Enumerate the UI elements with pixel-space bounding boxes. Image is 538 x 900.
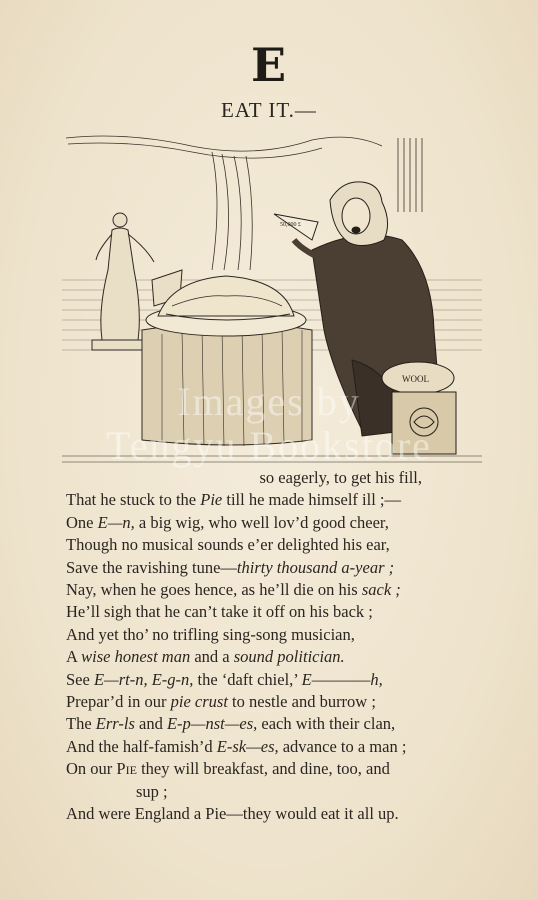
page-subtitle: EAT IT.— xyxy=(221,98,317,122)
verse-line-7: He’ll sigh that he can’t take it off on his back ; xyxy=(66,602,373,622)
verse-line-10: See E—rt-n, E-g-n, the ‘daft chiel,’ E————h, xyxy=(66,669,383,689)
verse-line-12: The Err-ls and E-p—nst—es, each with their clan, xyxy=(66,714,396,734)
verse-line-8: And yet tho’ no trifling sing-song musician, xyxy=(66,624,355,644)
note-label: 50,000 £ xyxy=(280,222,301,228)
watermark-line-2: Tengyu Bookstore xyxy=(106,423,432,468)
verse-line-15: sup ; xyxy=(136,781,168,801)
verse-line-6: Nay, when he goes hence, as he’ll die on his sack ; xyxy=(66,580,401,600)
watermark-line-1: Images by xyxy=(177,379,361,424)
verse-line-11: Prepar’d in our pie crust to nestle and burrow ; xyxy=(66,692,376,712)
verse-line-13: And the half-famish’d E-sk—es, advance to a man ; xyxy=(66,736,407,756)
verse-line-1: so eagerly, to get his fill, xyxy=(259,468,422,487)
engraving-svg xyxy=(62,130,484,470)
verse-line-2: That he stuck to the Pie till he made himself ill ;— xyxy=(66,490,401,510)
verse-line-14: On our Pie they will breakfast, and dine, too, and xyxy=(66,759,390,779)
verse-line-5: Save the ravishing tune—thirty thousand a-year ; xyxy=(66,557,395,577)
verse-block xyxy=(66,467,486,826)
verse-line-16: And were England a Pie—they would eat it all up. xyxy=(66,804,399,824)
engraving-illustration xyxy=(62,130,484,470)
verse-line-9: A wise honest man and a sound politician. xyxy=(66,647,345,667)
chapter-letter: E xyxy=(250,38,288,92)
verse-line-3: One E—n, a big wig, who well lov’d good cheer, xyxy=(66,512,389,532)
verse-line-4: Though no musical sounds e’er delighted his ear, xyxy=(66,535,390,555)
wool-label: WOOL xyxy=(402,374,429,384)
